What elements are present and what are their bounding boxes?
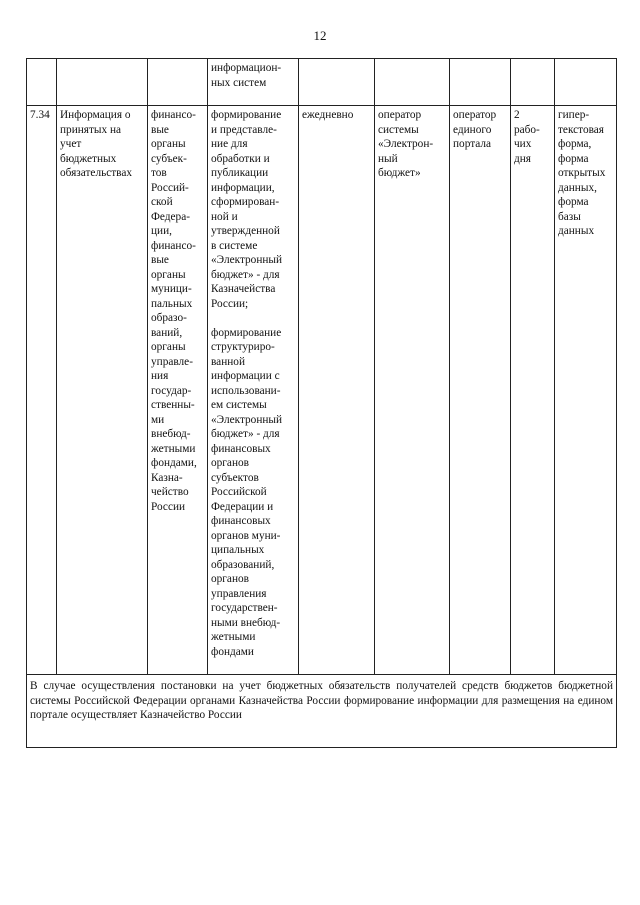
cell-note	[27, 675, 617, 748]
cell-info	[57, 106, 148, 675]
frequency-text: ежедневно	[302, 109, 354, 121]
cell-empty	[148, 59, 208, 106]
operator-text: оператор единого портала	[453, 109, 497, 150]
cell-empty	[450, 59, 511, 106]
cell-method-continued	[208, 59, 299, 106]
cell-format	[555, 106, 617, 675]
format-text: гипер- текстовая форма, форма открытых данных, форма базы данных	[558, 109, 606, 237]
cell-responsible	[375, 106, 450, 675]
cell-number	[27, 106, 57, 675]
cell-deadline	[511, 106, 555, 675]
deadline-text: 2 рабо- чих дня	[514, 109, 540, 165]
cell-sources	[148, 106, 208, 675]
responsible-text: оператор системы «Электрон- ный бюджет»	[378, 109, 434, 179]
data-table	[26, 58, 617, 748]
cell-empty	[555, 59, 617, 106]
page-number: 12	[313, 28, 327, 43]
cell-method	[208, 106, 299, 675]
cell-empty	[299, 59, 375, 106]
sources-text: финансо- вые органы субъек- тов Россий- ской Федера- ции, финансо- вые органы муници- пальных образо- ваний, органы управле- ния государ- ственны- ми внебюд- жетными фондами, Казна- чейство России	[151, 109, 197, 513]
table-row	[27, 106, 617, 675]
table-row-note	[27, 675, 617, 748]
cell-empty	[375, 59, 450, 106]
note-text: В случае осуществления постановки на учет бюджетных обязательств получателей средств бюджетов бюджетной системы Российской Федерации органами Казначейства России формирование информации для размещения на едином портале осуществляет Казначейство России	[30, 680, 613, 722]
info-text: Информация о принятых на учет бюджетных обязательствах	[60, 109, 133, 179]
table-row-header-continuation	[27, 59, 617, 106]
cell-empty	[57, 59, 148, 106]
cell-frequency	[299, 106, 375, 675]
method-text: формирование и представле- ние для обработки и публикации информации, сформирован- ной и утвержденной в системе «Электронный бюджет» - для Казначейства России; формирование структуриро- ванной информации с использовани- ем системы «Электронный бюджет» - для финансовых органов субъектов Российской Федерации и финансовых органов муни- ципальных образований, органов управления государствен- ными внебюд- жетными фондами	[211, 109, 283, 658]
cell-empty	[27, 59, 57, 106]
cell-empty	[511, 59, 555, 106]
row-number: 7.34	[30, 109, 50, 121]
method-continued-text: информацион- ных систем	[211, 62, 282, 89]
cell-operator	[450, 106, 511, 675]
